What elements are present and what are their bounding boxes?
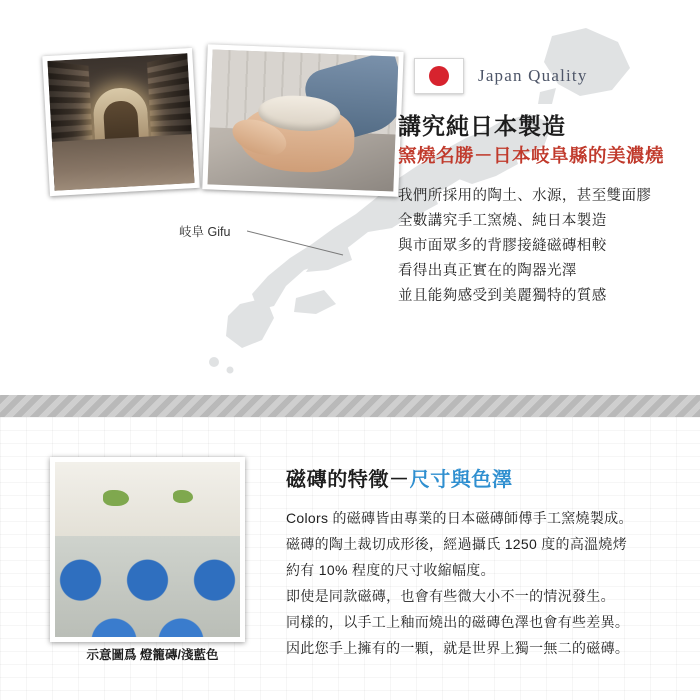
- bottom-body-text: [286, 505, 633, 661]
- top-body-text: [398, 184, 651, 309]
- bottom-heading-main: 磁磚的特徵－: [286, 469, 410, 491]
- bottom-body-line: 因此您手上擁有的一顆，就是世界上獨一無二的磁磚。: [286, 640, 630, 656]
- top-body-line: 我們所採用的陶土、水源，甚至雙面膠: [398, 188, 652, 204]
- map-label-gifu: 岐阜 Gifu: [179, 225, 231, 239]
- top-body-line: 全數講究手工窯燒、純日本製造: [398, 213, 607, 229]
- japan-flag-icon: [414, 58, 464, 94]
- bottom-body-line: 約有 10% 程度的尺寸收縮幅度。: [286, 562, 495, 578]
- top-body-line: 與市面眾多的背膠接縫磁磚相較: [398, 238, 607, 254]
- photo-tunnel: [42, 48, 200, 196]
- top-body-line: 並且能夠感受到美麗獨特的質感: [398, 288, 607, 304]
- bottom-body-line: 同樣的，以手工上釉而燒出的磁磚色澤也會有些差異。: [286, 614, 630, 630]
- bottom-heading-accent: 尺寸與色澤: [409, 469, 513, 491]
- section-divider: [0, 395, 700, 417]
- bottom-section: [0, 417, 700, 700]
- top-heading: 講究純日本製造: [398, 113, 566, 139]
- photo-blue-lantern-tile: [50, 457, 245, 642]
- bottom-body-line: 即使是同款磁磚，也會有些微大小不一的情況發生。: [286, 588, 615, 604]
- bottom-body-line: Colors 的磁磚皆由專業的日本磁磚師傅手工窯燒製成。: [286, 510, 633, 526]
- photo-caption: 示意圖爲 燈籠磚/淺藍色: [86, 648, 219, 662]
- top-body-line: 看得出真正實在的陶器光澤: [398, 263, 577, 279]
- top-subheading: 窯燒名勝－日本岐阜縣的美濃燒: [398, 145, 665, 166]
- leader-line: [247, 229, 345, 257]
- photo-clay-hand: [202, 44, 403, 196]
- badge-japan-quality: Japan Quality: [478, 66, 588, 85]
- bottom-body-line: 磁磚的陶土裁切成形後，經過攝氏 1250 度的高溫燒烤: [286, 536, 628, 552]
- bottom-heading: [286, 463, 513, 492]
